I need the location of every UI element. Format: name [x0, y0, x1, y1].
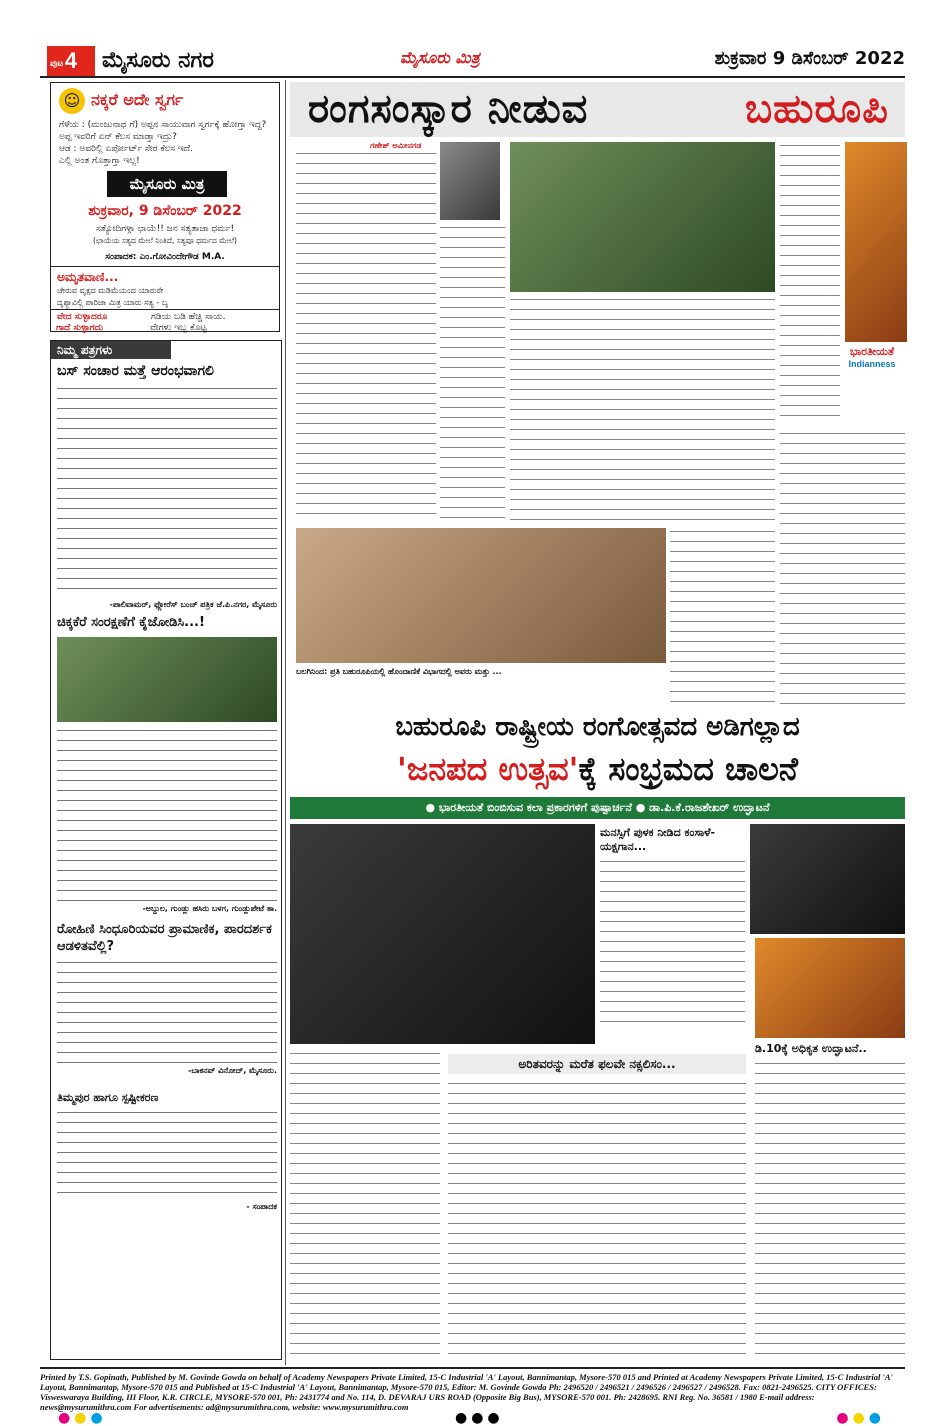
feature-col-1 [290, 1050, 440, 1360]
text-lines [57, 385, 277, 597]
yakshagana-photo [755, 938, 905, 1038]
joke-line-2: ಅಪ್ಪ ಇವರಿಗೆ ಏನ್ ಕೆಲಸ ಮಾಡ್ತಾ ಇದ್ರು? [59, 132, 177, 142]
text-lines [510, 296, 775, 526]
logo-text-en: Indianness [848, 359, 896, 369]
text-lines [780, 430, 905, 710]
letter-3-headline: ರೋಹಿಣಿ ಸಿಂಧೂರಿಯವರ ಪ್ರಾಮಾಣಿಕ, ಪಾರದರ್ಶಕ ಆಡಳಿತವೆಲ್ಲಿ? [57, 922, 272, 954]
divider [51, 309, 279, 310]
logo-text: ಭಾರತೀಯತೆ [849, 345, 895, 358]
group-photo [296, 528, 666, 663]
lead-col-2 [510, 296, 775, 526]
vedagade-b1: ಗಡಿಯ ಬಡಿ ಹೆಚ್ಚಿ ಸಾಯ. [151, 312, 226, 322]
amrita-title: ಅಮೃತವಾಣಿ... [57, 270, 119, 284]
letter-2-body [57, 727, 277, 902]
inauguration-photo [290, 824, 595, 1044]
vedagade-label-2: ಗಾದೆ ಸುಳ್ಳಾಗದು [56, 323, 104, 333]
amrita-body [57, 285, 272, 309]
side-body [600, 858, 745, 1028]
lead-col-5 [670, 528, 775, 708]
lead-byline: ಗಣೇಶ್ ಅಮೀನಗಡ [370, 141, 422, 150]
masthead-logo: ಮೈಸೂರು ಮಿತ್ರ [107, 171, 227, 197]
imprint-footer: Printed by T.S. Gopinath, Published by M. Govinde Gowda on behalf of Academy Newspapers Private Limited, 15-C Industrial 'A' Layout, Bannimantap, Mysore-570 015 and Printed at Academy Newspapers Private Limited, 15-C Industrial 'A' Layout, Bannimantap, Mysore-570 015 and Published at 15-C Industrial 'A' Layout, Bannimantap, Mysore-570 015, Editor: M. Govinde Gowda Ph: 2496520 / 2496521 / 2496526 / 2496527 / 2496528. Fax: 0821-2496525. CITY OFFICES: Visweswaraya Building, III Floor, K.R. CIRCLE, MYSORE-570 001, Ph: 2431774 and No. 114, D. DEVARAJ URS ROAD (Opposite Big Bus), MYSORE-570 001. Ph: 2428695. RNI Reg. No. 36581 / 1980 E-mail address: news@mysurumithra.com For advertisements: ad@mysurumithra.com, website: www.mysurumithra.com [40, 1367, 905, 1407]
lead-headline-red: ಬಹುರೂಪಿ [745, 86, 889, 132]
text-lines [780, 142, 840, 422]
divider [51, 266, 279, 267]
text-lines [440, 224, 505, 524]
page-label: ಪುಟ [50, 58, 64, 68]
text-lines [290, 1050, 440, 1360]
letter-2-signature: -ಅಬ್ದುಲ, ಗುಂಡ್ಲು ಹಸಿರು ಬಳಗ, ಗುಂಡ್ಲುಪೇಟೆ ತಾ. [142, 904, 277, 913]
vedagade-b2: ವೇಗಳು ಇಬ್ಬ ಕೊಟ್ಟ [150, 323, 207, 333]
joke-title: ನಕ್ಕರೆ ಅದೇ ಸ್ವರ್ಗ [91, 90, 184, 109]
letter-1-signature: -ಪಾಲಿವಾಮರ್, ಫ್ಲೋರೆಸ್ ಬಂಚ್ ಪತ್ರಿಕ ಜೆ.ಪಿ.ನಗರ, ಮೈಸೂರು [109, 600, 277, 609]
letter-1-headline: ಬಸ್ ಸಂಚಾರ ಮತ್ತೆ ಆರಂಭವಾಗಲಿ [57, 363, 214, 379]
joke-line-3: ಆಡ : ಅವರಿಲ್ಲಿ ಏರ್ಪೋರ್ಟ್ ಸೇರ ಕೆಲಸ ಇದೆ. [59, 144, 193, 154]
masthead-date: ಶುಕ್ರವಾರ, 9 ಡಿಸೆಂಬರ್ 2022 [88, 203, 242, 219]
rangayana-gate-photo [510, 142, 775, 292]
registration-dots-right: ●●● [836, 1410, 885, 1426]
vedagade-a1: ವೇದ ಸುಳ್ಳಾದರೂ [57, 312, 108, 322]
lead-col-3 [780, 142, 840, 422]
column-rule [285, 80, 286, 1365]
tagline-1: ಸತ್ಯೋದಿಗಳ್ಗಾ ಛಾಯೆ!! ಜನ ಸತ್ಯತಾಜಾ ಧರ್ಮ! [95, 224, 235, 234]
section-title: ಮೈಸೂರು ನಗರ [102, 48, 214, 73]
feature-headline-2 [290, 750, 905, 792]
text-lines [57, 727, 277, 902]
feature-headline-red: 'ಜನಪದ ಉತ್ಸವ' [397, 750, 579, 788]
letters-title: ನಿಮ್ಮ ಪತ್ರಗಳು [51, 341, 171, 359]
feature-headline-1: ಬಹುರೂಪಿ ರಾಷ್ಟ್ರೀಯ ರಂಗೋತ್ಸವದ ಅಡಿಗಲ್ಲಾದ [395, 712, 800, 742]
lead-col-1b [440, 224, 505, 524]
amrita-line-2: ದೃಶ್ಯಾವಿಲ್ಲಿ ಪಾರಿಜಾ ಮಿತ್ರ ಯಾರು ಸತ್ಯ - ಬೃ [57, 298, 169, 307]
feature-col-2 [448, 1080, 746, 1360]
performer-photo [845, 142, 907, 342]
group-photo-caption: ಬಲಗಿನಿಂದ: ಪ್ರತಿ ಬಹುರೂಪಿಯಲ್ಲಿ ಹೊಂದಾಣಿಕೆ ವಿಭಾಗದಲ್ಲಿ ಅವರು ಮತ್ತು ... [296, 667, 502, 676]
letter-4-body [57, 1109, 277, 1199]
header-date: ಶುಕ್ರವಾರ 9 ಡಿಸೆಂಬರ್ 2022 [714, 48, 905, 69]
letter-1-body [57, 385, 277, 597]
joke-line-4: ಎಲ್ಲಿ ಅಂತ ಗೊತ್ತಾಗ್ತಾ ಇಲ್ಲ! [59, 156, 140, 166]
letter-3-signature: -ಬಾಕನವ್ ವಿನೋದ್, ಮೈಸೂರು. [187, 1066, 277, 1075]
text-lines [755, 1060, 905, 1360]
text-lines [57, 1109, 277, 1199]
text-lines [57, 959, 277, 1064]
text-lines [600, 858, 745, 1028]
text-lines [670, 528, 775, 708]
lake-cleanup-photo [57, 637, 277, 722]
smile-icon: ☺ [59, 88, 85, 114]
letter-4-headline: ತಿಮ್ಮಪುರ ಹಾಗೂ ಸ್ಪಷ್ಟೀಕರಣ [57, 1091, 159, 1104]
masthead-tagline [51, 223, 279, 247]
tagline-2: (ಛಾಯೆಯ ಸತ್ಯದ ಮೇಲೆ ನಿಂತಿದೆ, ಸತ್ಯವೂ ಧರ್ಮದ ಮೇಲೆ) [93, 236, 237, 245]
letter-4-signature: - ಸಂಪಾದಕ [246, 1202, 277, 1211]
side-headline: ಮನಸ್ಸಿಗೆ ಪುಳಕ ನೀಡಿದ ಕಂಸಾಳೆ-ಯಕ್ಷಗಾನ... [600, 826, 716, 853]
feature-col-3 [755, 1060, 905, 1360]
text-lines [448, 1080, 746, 1360]
page-number: 4 [64, 48, 78, 73]
dance-photo [750, 824, 905, 934]
right-headline: ಡಿ.10ಕ್ಕೆ ಅಧಿಕೃತ ಉದ್ಘಾಟನೆ.. [755, 1042, 867, 1055]
lead-col-4 [780, 430, 905, 710]
letters-section [50, 340, 282, 1360]
paper-name: ಮೈಸೂರು ಮಿತ್ರ [400, 48, 480, 67]
joke-masthead-box [50, 82, 280, 332]
page-number-badge [47, 46, 95, 76]
joke-body [59, 119, 274, 167]
mid-headline: ಅರಿತವರನ್ನು ಮರೆತ ಫಲವೇ ನಕ್ಸಲಿಸಂ... [448, 1054, 746, 1074]
joke-line-1: ಗೆಳೆಯ : (ಮಂಜುನಾಥ ಗೆ) ಅಪ್ಪನ ಸಾಯುವಾಗ ಸ್ವರ್ಗಕ್ಕೆ ಹೋಗ್ತಾ ಇದ್ದ? [59, 120, 267, 130]
author-portrait [440, 142, 500, 220]
bharatiyate-logo [842, 345, 902, 369]
lead-col-1 [296, 150, 436, 520]
feature-strap: ● ಭಾರತೀಯತೆ ಬಿಂಬಿಸುವ ಕಲಾ ಪ್ರಕಾರಗಳಿಗೆ ಪುಷ್ಪಾರ್ಚನೆ ● ಡಾ.ಪಿ.ಕೆ.ರಾಜಶೇಖರ್ ಉದ್ಘಾಟನೆ [290, 797, 905, 819]
feature-headline-black: ಕ್ಕೆ ಸಂಭ್ರಮದ ಚಾಲನೆ [578, 750, 798, 788]
header-rule [40, 76, 905, 78]
text-lines [296, 150, 436, 520]
lead-headline-banner [290, 82, 905, 137]
registration-dots-center: ●●● [455, 1410, 504, 1426]
registration-dots-left: ●●● [58, 1410, 107, 1426]
masthead-editor: ಸಂಪಾದಕ: ಎಂ.ಗೋವಿಂದೇಗೌಡ M.A. [105, 252, 225, 262]
letter-2-headline: ಚಿಕ್ಕಕೆರೆ ಸಂರಕ್ಷಣೆಗೆ ಕೈಜೋಡಿಸಿ...! [57, 615, 205, 630]
amrita-line-1: ಚೇರುವ ವೃಕ್ಷದ ಮಡಿಮೆಯಂದ ಯಾರುರೇ [57, 286, 164, 295]
letter-3-body [57, 959, 277, 1064]
lead-headline-black: ರಂಗಸಂಸ್ಕಾರ ನೀಡುವ [308, 86, 589, 132]
